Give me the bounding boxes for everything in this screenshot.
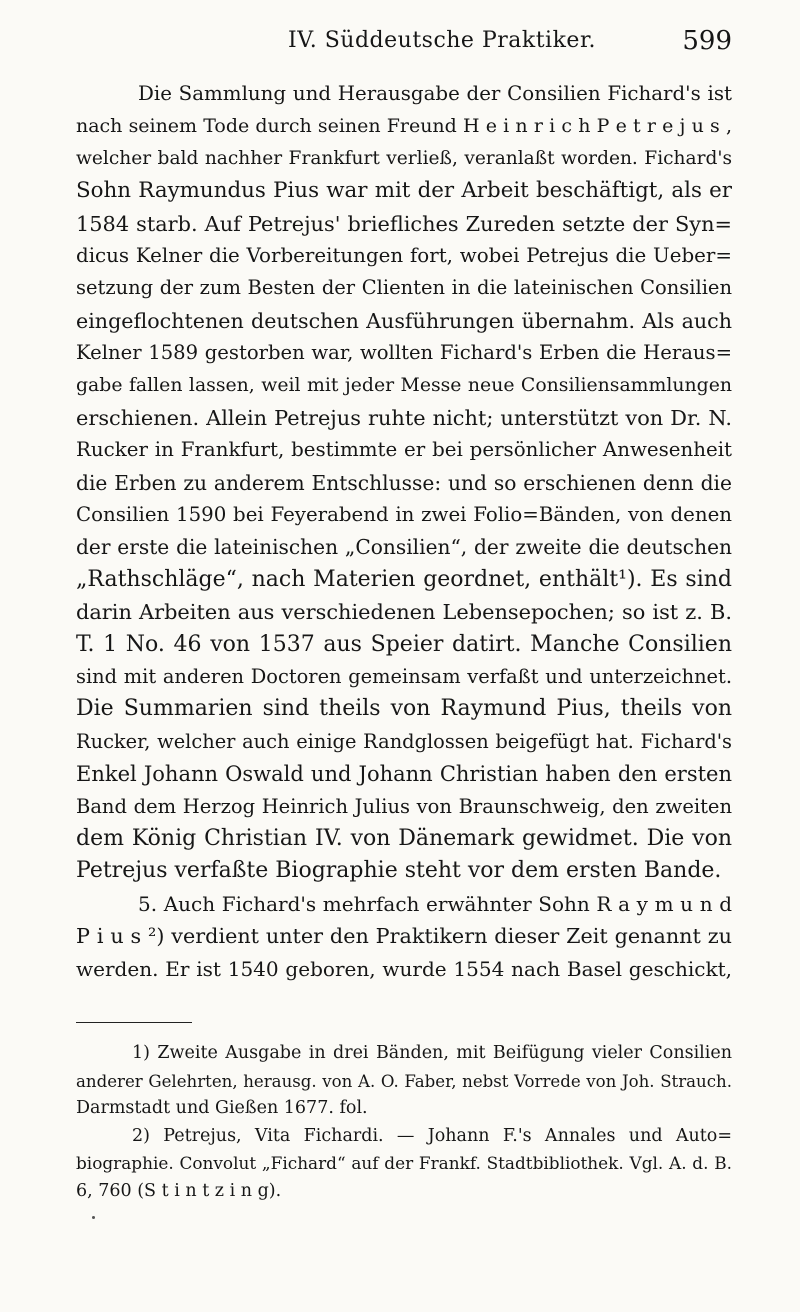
text-line: setzung der zum Besten der Clienten in die lateinischen Consilien xyxy=(76,276,732,300)
text-line: Consilien 1590 bei Feyerabend in zwei Folio=Bänden, von denen xyxy=(76,503,732,527)
running-head: IV. Süddeutsche Praktiker. xyxy=(288,28,597,53)
footnote-line: 1) Zweite Ausgabe in drei Bänden, mit Beifügung vieler Consilien xyxy=(132,1043,732,1063)
text-line: eingeflochtenen deutschen Ausführungen übernahm. Als auch xyxy=(76,308,732,333)
text-line: gabe fallen lassen, weil mit jeder Messe neue Consiliensammlungen xyxy=(76,374,732,396)
text-line: Enkel Johann Oswald und Johann Christian haben den ersten xyxy=(76,761,732,787)
text-line: welcher bald nachher Frankfurt verließ, veranlaßt worden. Fichard's xyxy=(76,147,732,169)
text-line: P i u s ²) verdient unter den Praktikern dieser Zeit genannt zu xyxy=(76,924,732,949)
text-line: Petrejus verfaßte Biographie steht vor dem ersten Bande. xyxy=(76,858,722,884)
text-line: „Rathschläge“, nach Materien geordnet, enthält¹). Es sind xyxy=(76,566,732,592)
footnote-line: biographie. Convolut „Fichard“ auf der Frankf. Stadtbibliothek. Vgl. A. d. B. xyxy=(76,1153,732,1173)
page-number: 599 xyxy=(682,26,732,56)
text-line: Sohn Raymundus Pius war mit der Arbeit beschäftigt, als er xyxy=(76,178,732,204)
print-speck xyxy=(92,1216,95,1219)
text-line: werden. Er ist 1540 geboren, wurde 1554 nach Basel geschickt, xyxy=(76,956,732,981)
text-line: 1584 starb. Auf Petrejus' briefliches Zureden setzte der Syn= xyxy=(76,211,732,236)
text-line: 5. Auch Fichard's mehrfach erwähnter Sohn R a y m u n d xyxy=(138,891,732,916)
text-line: der erste die lateinischen „Consilien“, der zweite die deutschen xyxy=(76,535,732,560)
text-line: Rucker, welcher auch einige Randglossen beigefügt hat. Fichard's xyxy=(76,729,732,753)
footnote-line: 2) Petrejus, Vita Fichardi. — Johann F.'s Annales und Auto= xyxy=(132,1125,732,1146)
text-line: erschienen. Allein Petrejus ruhte nicht; unterstützt von Dr. N. xyxy=(76,405,732,430)
text-line: Die Summarien sind theils von Raymund Pius, theils von xyxy=(76,696,732,722)
text-line: T. 1 No. 46 von 1537 aus Speier datirt. Manche Consilien xyxy=(76,631,732,657)
text-line: Die Sammlung und Herausgabe der Consilien Fichard's ist xyxy=(138,82,732,105)
body-text xyxy=(76,78,732,985)
footnote-rule xyxy=(76,1022,192,1023)
text-line: dicus Kelner die Vorbereitungen fort, wobei Petrejus die Ueber= xyxy=(76,243,732,267)
text-line: Rucker in Frankfurt, bestimmte er bei persönlicher Anwesenheit xyxy=(76,438,732,462)
footnote-line: anderer Gelehrten, herausg. von A. O. Faber, nebst Vorrede von Joh. Strauch. xyxy=(76,1071,732,1091)
text-line: darin Arbeiten aus verschiedenen Lebensepochen; so ist z. B. xyxy=(76,600,732,625)
text-line: die Erben zu anderem Entschlusse: und so erschienen denn die xyxy=(76,470,732,495)
text-line: Kelner 1589 gestorben war, wollten Fichard's Erben die Heraus= xyxy=(76,341,732,365)
text-line: nach seinem Tode durch seinen Freund H e i n r i c h P e t r e j u s , xyxy=(76,115,732,138)
text-line: dem König Christian IV. von Dänemark gewidmet. Die von xyxy=(76,825,732,851)
footnote-line: 6, 760 (S t i n t z i n g). xyxy=(76,1180,282,1201)
footnotes xyxy=(76,1040,732,1205)
footnote-line: Darmstadt und Gießen 1677. fol. xyxy=(76,1098,368,1118)
text-line: Band dem Herzog Heinrich Julius von Braunschweig, den zweiten xyxy=(76,794,732,818)
text-line: sind mit anderen Doctoren gemeinsam verfaßt und unterzeichnet. xyxy=(76,665,732,689)
